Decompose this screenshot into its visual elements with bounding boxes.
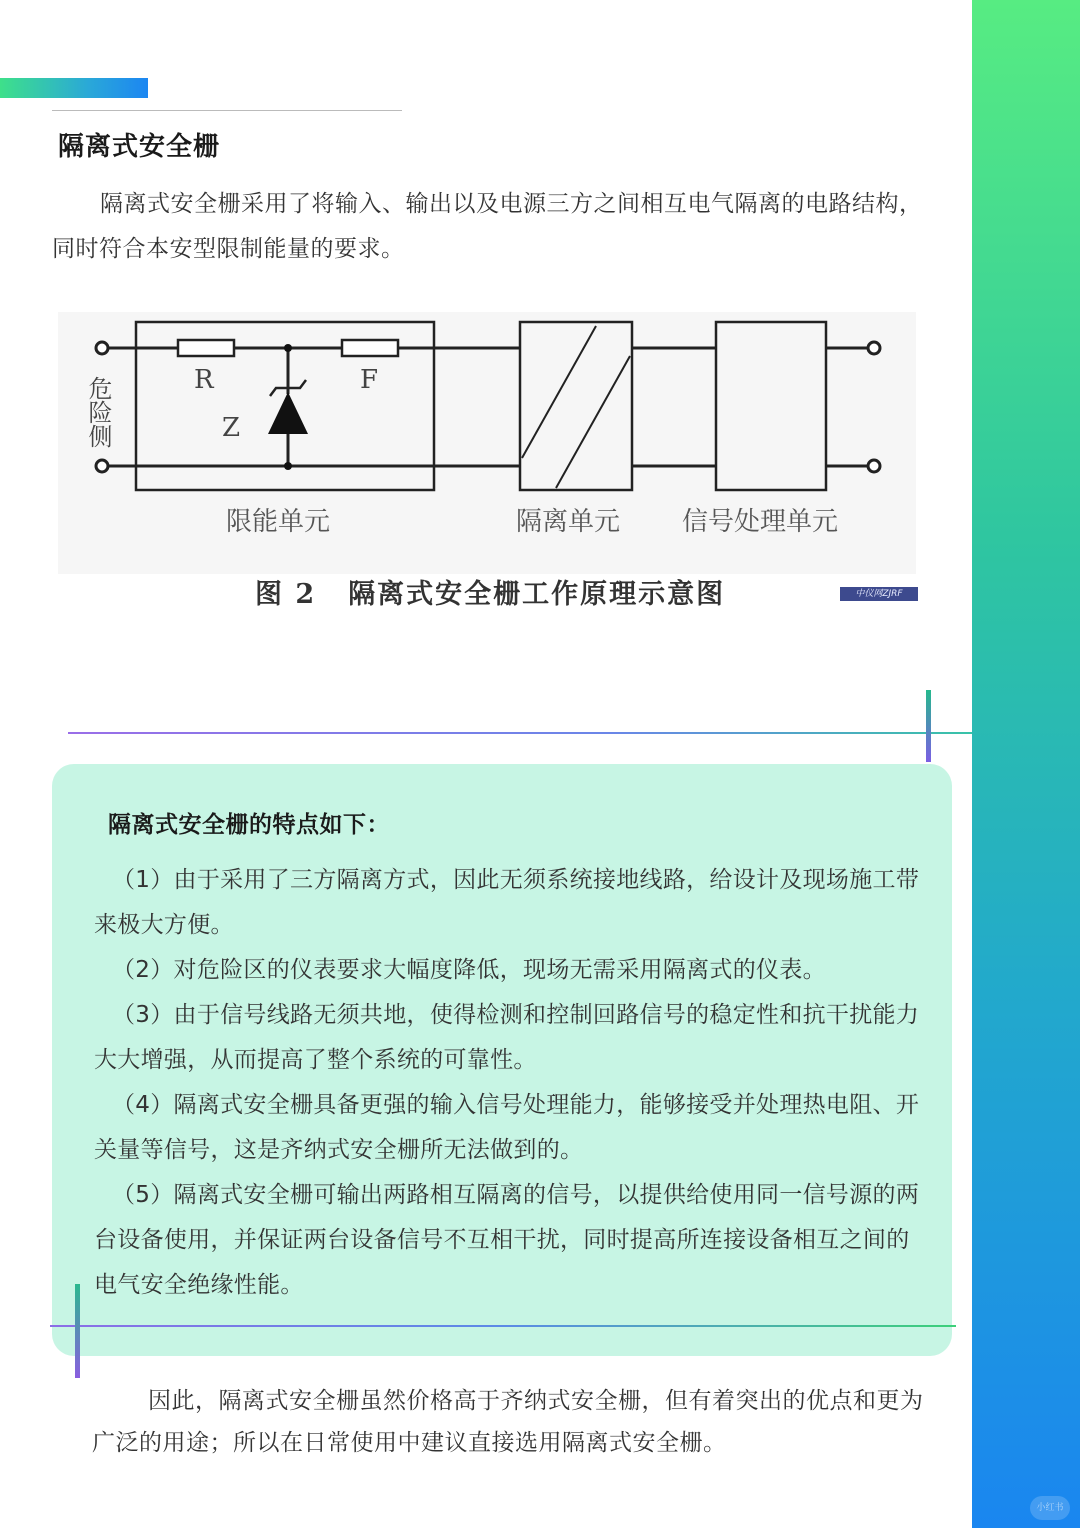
z-label: Z: [222, 413, 241, 443]
resistor-r: [178, 340, 234, 356]
bottom-divider: [50, 1325, 956, 1327]
junction-top: [284, 344, 292, 352]
feature-item: （1）由于采用了三方隔离方式，因此无须系统接地线路，给设计及现场施工带来极大方便。: [94, 867, 920, 938]
terminal-top-right: [868, 342, 880, 354]
signal-unit-label: 信号处理单元: [682, 507, 839, 537]
junction-bottom: [284, 462, 292, 470]
zener-diode: [268, 392, 308, 434]
features-list: [94, 858, 932, 1308]
f-label: F: [360, 365, 379, 395]
r-label: R: [194, 365, 214, 395]
right-gradient-band: [972, 0, 1080, 1528]
feature-item: （5）隔离式安全栅可输出两路相互隔离的信号，以提供给使用同一信号源的两台设备使用，并保证两台设备信号不互相干扰，同时提高所连接设备相互之间的电气安全绝缘性能。: [94, 1182, 920, 1298]
feature-item: （3）由于信号线路无须共地，使得检测和控制回路信号的稳定性和抗干扰能力大大增强，从而提高了整个系统的可靠性。: [94, 1002, 920, 1073]
feature-item: （4）隔离式安全栅具备更强的输入信号处理能力，能够接受并处理热电阻、开关量等信号，这是齐纳式安全栅所无法做到的。: [94, 1092, 920, 1163]
header-accent-bar: [0, 78, 148, 98]
limit-unit-label: 限能单元: [226, 507, 331, 537]
side-label: 危险侧: [84, 376, 112, 448]
bottom-divider-tick: [75, 1284, 80, 1378]
figure-caption-text: 隔离式安全栅工作原理示意图: [348, 579, 726, 610]
isolation-unit-label: 隔离单元: [516, 507, 621, 537]
features-title: 隔离式安全栅的特点如下：: [108, 812, 390, 838]
figure-number: 图 2: [255, 579, 317, 610]
feature-item: （2）对危险区的仪表要求大幅度降低，现场无需采用隔离式的仪表。: [112, 957, 826, 983]
figure-caption: [255, 572, 725, 611]
terminal-bottom-right: [868, 460, 880, 472]
top-divider: [68, 732, 972, 734]
circuit-diagram: [58, 312, 916, 574]
conclusion-paragraph: 因此，隔离式安全栅虽然价格高于齐纳式安全栅，但有着突出的优点和更为广泛的用途；所以在日常使用中建议直接选用隔离式安全栅。: [92, 1388, 924, 1456]
top-divider-tick: [926, 690, 931, 762]
signal-unit-box: [716, 322, 826, 490]
title-underline: [52, 110, 402, 111]
terminal-bottom-left: [96, 460, 108, 472]
source-tag: 中仪网ZJRF: [840, 587, 918, 601]
isolation-unit-box: [520, 322, 632, 490]
section-title: 隔离式安全栅: [58, 132, 221, 162]
terminal-top-left: [96, 342, 108, 354]
fuse-f: [342, 340, 398, 356]
watermark-badge: 小红书: [1030, 1496, 1070, 1520]
intro-paragraph: 隔离式安全栅采用了将输入、输出以及电源三方之间相互电气隔离的电路结构，同时符合本安型限制能量的要求。: [52, 191, 923, 262]
